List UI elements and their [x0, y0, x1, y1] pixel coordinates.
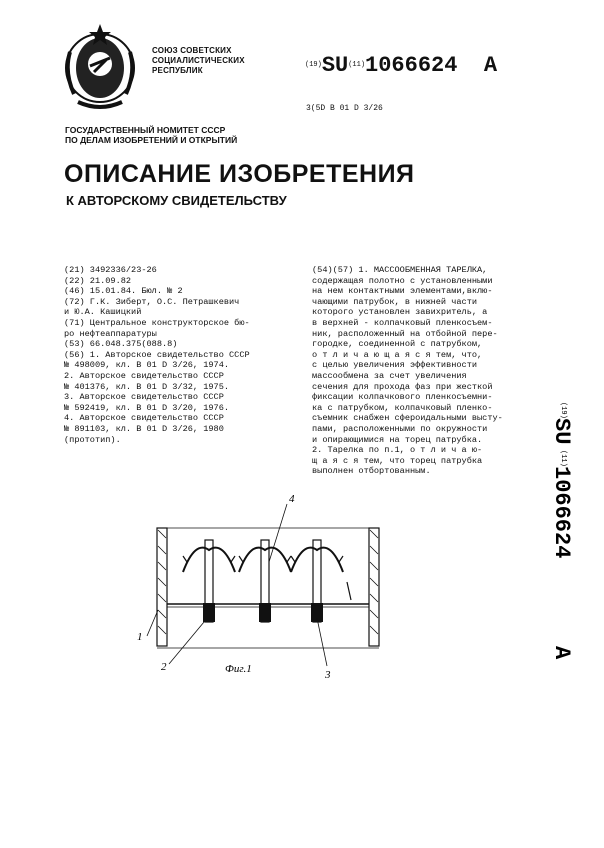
claim-line: массообмена за счет увеличения: [312, 370, 467, 381]
country-line-3: РЕСПУБЛИК: [152, 66, 203, 75]
biblio-line: (46) 15.01.84. Бюл. № 2: [64, 286, 183, 297]
classification: 3(5D B 01 D 3/26: [306, 104, 383, 113]
biblio-line: (прототип).: [64, 434, 121, 445]
document-subtitle: К АВТОРСКОМУ СВИДЕТЕЛЬСТВУ: [66, 193, 287, 208]
biblio-line: № 498009, кл. В 01 D 3/26, 1974.: [64, 360, 230, 371]
left-wall: [157, 528, 167, 646]
claim-line: содержащая полотно с установленными: [312, 275, 493, 286]
claim-line: чающими патрубок, в нижней части: [312, 296, 478, 307]
country-code: SU: [321, 52, 349, 78]
side-code-19: (19): [559, 402, 567, 419]
figure-caption: Фиг.1: [225, 663, 252, 675]
biblio-line: № 592419, кл. В 01 D 3/20, 1976.: [64, 402, 230, 413]
country-line-2: СОЦИАЛИСТИЧЕСКИХ: [152, 56, 245, 65]
figure-label-4: 4: [289, 493, 295, 505]
code-11: (11): [348, 61, 366, 69]
biblio-line: (53) 66.048.375(088.8): [64, 339, 178, 350]
committee-line-2: ПО ДЕЛАМ ИЗОБРЕТЕНИЙ И ОТКРЫТИЙ: [65, 135, 238, 145]
claim-line: которого установлен завихритель, а: [312, 307, 488, 318]
biblio-line: № 401376, кл. В 01 D 3/32, 1975.: [64, 381, 230, 392]
biblio-line: и Ю.А. Кашицкий: [64, 307, 142, 318]
claim-line: 2. Тарелка по п.1, о т л и ч а ю-: [312, 445, 483, 456]
biblio-line: (22) 21.09.82: [64, 275, 132, 286]
claim-line: городке, соединенной с патрубком,: [312, 339, 483, 350]
biblio-line: 3. Авторское свидетельство СССР: [64, 392, 224, 403]
figure-label-1: 1: [137, 631, 143, 643]
claim-line: ник, расположенный на отбойной пере-: [312, 328, 498, 339]
claim-line: ка с патрубком, колпачковый пленко-: [312, 402, 493, 413]
claim-line: на нем контактными элементами,вклю-: [312, 286, 493, 297]
right-wall: [369, 528, 379, 646]
patent-number: 1066624: [365, 52, 458, 78]
claim-line: щ а я с я тем, что торец патрубка: [312, 455, 483, 466]
biblio-line: (71) Центральное конструкторское бю-: [64, 317, 250, 328]
contact-element-2: [239, 540, 291, 622]
biblio-line: 4. Авторское свидетельство СССР: [64, 413, 224, 424]
figure-1-drawing: [125, 490, 395, 690]
claim-line: выполнен отбортованным.: [312, 466, 431, 477]
patent-kind: A: [483, 52, 498, 78]
figure-label-3: 3: [325, 669, 331, 681]
claim-line: о т л и ч а ю щ а я с я тем, что,: [312, 349, 483, 360]
claim-line: (54)(57) 1. МАССООБМЕННАЯ ТАРЕЛКА,: [312, 265, 488, 275]
side-code-11: (11): [559, 450, 567, 467]
side-patent-number: [548, 400, 588, 670]
figure-label-2: 2: [161, 661, 167, 673]
claims: [312, 265, 542, 477]
patent-number-header: [305, 52, 497, 79]
side-number: 1066624: [549, 466, 574, 559]
biblio-line: (21) 3492336/23-26: [64, 265, 157, 275]
biblio-line: 2. Авторское свидетельство СССР: [64, 370, 224, 381]
biblio-line: (56) 1. Авторское свидетельство СССР: [64, 349, 250, 360]
code-19: (19): [305, 61, 322, 69]
biblio-line: ро нефтеаппаратуры: [64, 328, 157, 339]
claim-line: в верхней - колпачковый пленкосъем-: [312, 317, 493, 328]
country-name: [152, 46, 245, 76]
ussr-emblem: [60, 22, 140, 112]
claim-line: сечения для прохода фаз при жесткой: [312, 381, 493, 392]
biblio-line: № 891103, кл. В 01 D 3/26, 1980: [64, 423, 224, 434]
side-country-code: SU: [549, 418, 574, 445]
committee-line-1: ГОСУДАРСТВЕННЫЙ НОМИТЕТ СССР: [65, 125, 226, 135]
biblio-line: (72) Г.К. Зиберт, О.С. Петрашкевич: [64, 296, 240, 307]
claim-line: с целью увеличения эффективности: [312, 360, 478, 371]
contact-element-1: [183, 540, 235, 622]
committee: [65, 125, 237, 145]
claim-line: пами, расположенными по окружности: [312, 423, 488, 434]
claim-line: и опирающимися на торец патрубка.: [312, 434, 483, 445]
document-title: ОПИСАНИЕ ИЗОБРЕТЕНИЯ: [64, 160, 415, 188]
contact-element-3: [291, 540, 351, 622]
side-kind: A: [549, 646, 574, 660]
claim-line: фиксации колпачкового пленкосъемни-: [312, 392, 493, 403]
bibliography: [64, 265, 296, 445]
claim-line: съемник снабжен сфероидальными высту-: [312, 413, 503, 424]
country-line-1: СОЮЗ СОВЕТСКИХ: [152, 46, 232, 55]
